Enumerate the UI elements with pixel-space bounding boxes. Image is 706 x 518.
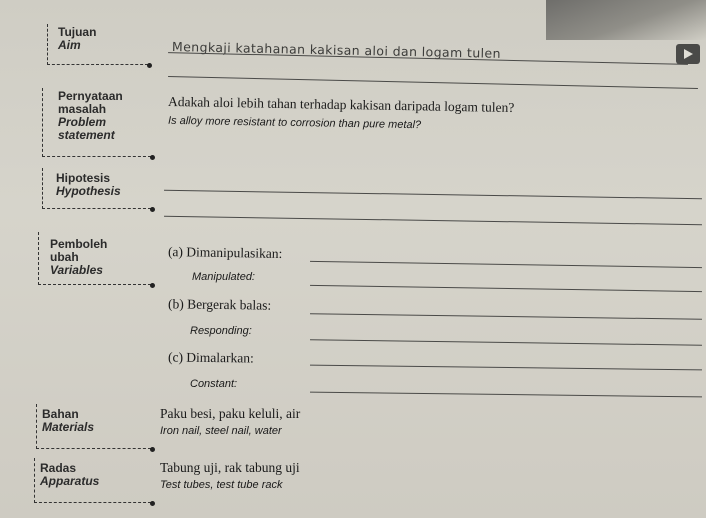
aim-answer-handwritten: Mengkaji katahanan kakisan aloi dan logam tulen — [171, 39, 502, 61]
materials-label-en: Materials — [42, 420, 95, 434]
hypothesis-answer-line-2 — [164, 216, 702, 225]
constant-answer-line-1 — [310, 365, 702, 371]
variables-label-en: Variables — [50, 263, 103, 277]
problem-label-ms-1: Pernyataan — [58, 89, 123, 103]
hypothesis-answer-line-1 — [164, 190, 702, 199]
constant-answer-line-2 — [310, 392, 702, 398]
apparatus-label-ms: Radas — [40, 461, 77, 475]
manipulated-answer-line-2 — [310, 285, 702, 292]
manipulated-label-en: Manipulated: — [192, 271, 255, 283]
play-icon — [676, 44, 700, 64]
constant-label-en: Constant: — [190, 378, 238, 390]
apparatus-text-ms: Tabung uji, rak tabung uji — [160, 460, 300, 475]
apparatus-text-en: Test tubes, test tube rack — [160, 479, 283, 491]
hypothesis-label-ms: Hipotesis — [56, 171, 111, 185]
variables-label-ms-1: Pemboleh — [50, 237, 108, 251]
hypothesis-label-en: Hypothesis — [56, 184, 121, 198]
problem-label-en-1: Problem — [58, 115, 107, 129]
aim-label-ms: Tujuan — [58, 25, 97, 39]
variables-label — [50, 238, 107, 277]
constant-label-ms: (c) Dimalarkan: — [167, 349, 254, 366]
responding-label-ms: (b) Bergerak balas: — [167, 296, 272, 313]
materials-text-en: Iron nail, steel nail, water — [160, 425, 282, 437]
responding-answer-line-2 — [310, 339, 702, 345]
hypothesis-label — [56, 172, 121, 198]
apparatus-label — [40, 462, 99, 488]
problem-label-en-2: statement — [58, 128, 115, 142]
aim-answer-line-2 — [168, 76, 698, 89]
variables-label-ms-2: ubah — [50, 250, 79, 264]
materials-text-ms: Paku besi, paku keluli, air — [160, 406, 301, 421]
aim-label-en: Aim — [58, 38, 81, 52]
responding-answer-line-1 — [310, 313, 702, 319]
materials-label-ms: Bahan — [42, 407, 79, 421]
responding-label-en: Responding: — [190, 325, 252, 337]
problem-label-ms-2: masalah — [58, 102, 107, 116]
manipulated-answer-line-1 — [310, 261, 702, 268]
materials-label — [42, 408, 94, 434]
apparatus-label-en: Apparatus — [40, 474, 100, 488]
problem-text-ms: Adakah aloi lebih tahan terhadap kakisan daripada logam tulen? — [167, 93, 515, 116]
problem-text-en: Is alloy more resistant to corrosion than pure metal? — [167, 114, 422, 132]
manipulated-label-ms: (a) Dimanipulasikan: — [167, 244, 283, 261]
problem-label — [58, 90, 123, 142]
aim-label — [58, 26, 96, 52]
